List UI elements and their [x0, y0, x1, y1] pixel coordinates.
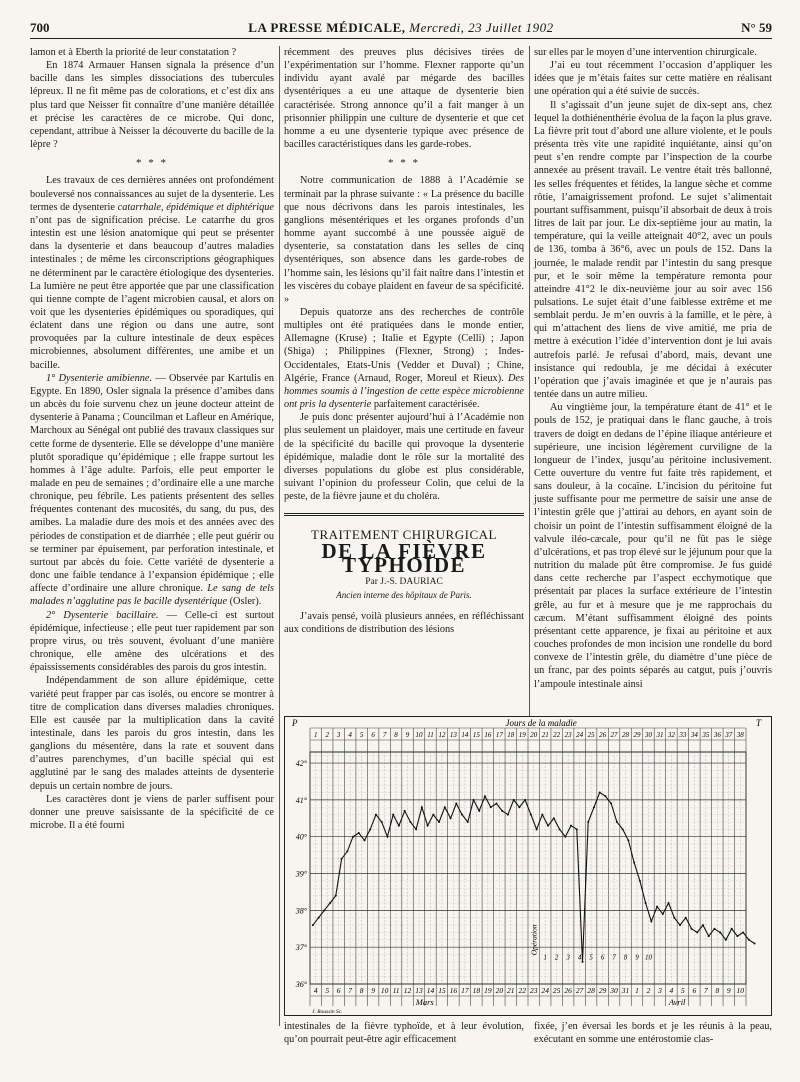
day-number-label: 21	[541, 731, 549, 739]
temperature-point	[438, 821, 440, 823]
temperature-point	[421, 806, 423, 808]
text-run: Les travaux de ces dernières années ont profondément bouleversé nos connaissances au sujet de la dysenterie. Les termes de dysenterie	[30, 175, 274, 213]
day-number-label: 38	[736, 731, 744, 739]
day-number-label: 2	[325, 731, 329, 739]
y-tick-label: 40°	[295, 832, 307, 842]
temperature-point	[587, 821, 589, 823]
caption-continuation-right	[534, 1020, 772, 1046]
day-number-label: 36	[713, 731, 721, 739]
article-kicker: TRAITEMENT CHIRURGICAL	[311, 527, 497, 543]
temperature-point	[329, 902, 331, 904]
date-label: 8	[715, 986, 720, 995]
day-number-label: 37	[725, 731, 733, 739]
y-tick-label: 36°	[295, 980, 307, 989]
temperature-point	[736, 935, 738, 937]
temperature-point	[409, 821, 411, 823]
column-2	[284, 46, 524, 636]
temperature-point	[455, 803, 457, 805]
italic-run: Le sang de tels malades n’agglutine pas le bacille dysentérique	[30, 583, 274, 608]
page-header	[30, 18, 772, 39]
date-label: 7	[348, 986, 353, 995]
temperature-point	[691, 928, 693, 930]
temperature-point	[645, 902, 647, 904]
date-label: 15	[438, 986, 446, 995]
temperature-point	[358, 832, 360, 834]
date-label: 14	[426, 986, 435, 995]
temperature-point	[432, 814, 434, 816]
temperature-point	[593, 806, 595, 808]
date-label: 10	[736, 986, 745, 995]
day-number-label: 14	[461, 731, 469, 739]
temperature-point	[604, 795, 606, 797]
temperature-point	[415, 828, 417, 830]
col1-paragraph: Indépendamment de son allure épidémique, cette variété peut frapper par cas isolés, ou encore se montrer à titre de complication dans diverses maladies chroniques. Elle est causée par la multiplication dans la cavité intestinale, dans les parois du gros intestin, dans les ganglions du mésentère, dans la rate et souvent dans d’autres parenchymes, d’un bacille spécial qui est agglutiné par le sang des malades atteints de dysenterie depuis un certain nombre de jours.	[30, 675, 274, 792]
date-label: 4	[313, 986, 318, 995]
day-number-label: 35	[702, 731, 710, 739]
day-number-label: 33	[679, 731, 687, 739]
temperature-point	[386, 836, 388, 838]
col1-paragraph	[30, 609, 274, 675]
day-number-label: 24	[576, 731, 584, 739]
temperature-point	[673, 917, 675, 919]
temperature-point	[404, 810, 406, 812]
day-number-label: 3	[336, 731, 341, 739]
day-number-label: 8	[394, 731, 398, 739]
left-axis-label: P	[292, 718, 298, 728]
date-label: 4	[669, 986, 674, 995]
day-number-label: 10	[415, 731, 423, 739]
temperature-point	[341, 858, 343, 860]
temperature-point	[369, 828, 371, 830]
temperature-point	[335, 895, 337, 897]
temperature-point	[570, 825, 572, 827]
date-label: 29	[598, 986, 607, 995]
column-rule-2	[529, 46, 530, 716]
temperature-point	[467, 821, 469, 823]
temperature-point	[507, 814, 509, 816]
date-label: 7	[703, 986, 708, 995]
temperature-point	[427, 825, 429, 827]
temperature-point	[702, 924, 704, 926]
day-number-label: 31	[656, 731, 664, 739]
day-number-label: 6	[371, 731, 375, 739]
col1-paragraph	[30, 372, 274, 609]
temperature-point	[495, 803, 497, 805]
date-label: 21	[507, 986, 515, 995]
date-label: 9	[371, 986, 375, 995]
right-axis-label: T	[756, 718, 762, 728]
section-separator: * * *	[136, 157, 168, 170]
post-op-day-label: 5	[589, 953, 593, 962]
temperature-point	[518, 806, 520, 808]
day-number-label: 32	[667, 731, 675, 739]
col3-paragraph: sur elles par le moyen d’une intervention chirurgicale.	[534, 47, 757, 58]
date-label: 26	[564, 986, 572, 995]
col2-paragraph: récemment des preuves plus décisives tirées de l’expérimentation sur l’homme. Flexner rapporte qu’un individu ayant avalé par mégarde des bacilles dysentériques a eu une attaque de dysenterie bien caractérisée. Strong annonce qu’il a fait manger à un prisonnier philippin une culture de dysenterie et que cet homme a eu une dysenterie typique avec présence de bacilles caractéristiques dans les garde-robes.	[284, 47, 524, 151]
date-label: 22	[518, 986, 527, 995]
temperature-point	[559, 828, 561, 830]
temperature-point	[524, 799, 526, 801]
date-label: 12	[403, 986, 412, 995]
temperature-point	[742, 931, 744, 933]
col2-paragraph: J’avais pensé, voilà plusieurs années, en réfléchissant aux conditions de distribution des lésions	[284, 611, 524, 636]
day-number-label: 12	[438, 731, 446, 739]
temperature-point	[725, 939, 727, 941]
col1-paragraph: En 1874 Armauer Hansen signala la présence d’un bacille dans les simples dissociations des tubercules lépreux. Il ne fit même pas de colorations, et c’est dix ans plus tard que Neisser fit connaître d’une manière détaillée et précise les caractères de ce microbe. Qui donc, cependant, attribue à Neisser la découverte du bacille de la lèpre ?	[30, 60, 274, 151]
day-number-label: 15	[472, 731, 480, 739]
temperature-point	[444, 806, 446, 808]
temperature-point	[685, 917, 687, 919]
column-rule-1	[279, 46, 280, 1026]
post-op-day-label: 7	[612, 953, 616, 962]
journal-title: LA PRESSE MÉDICALE,	[248, 20, 406, 35]
date-label: 19	[484, 986, 492, 995]
temperature-point	[473, 799, 475, 801]
text-run: (Osler).	[229, 596, 262, 608]
y-tick-label: 42°	[295, 759, 307, 769]
caption-continuation-left	[284, 1020, 524, 1046]
date-label: 6	[336, 986, 341, 995]
column-3	[534, 46, 772, 691]
col2-paragraph: Notre communication de 1888 à l’Académie se terminait par la phrase suivante : « La présence du bacille que nous décrivons dans les parois intestinales, les ganglions mésentériques et les organes profonds d’un homme ayant succombé à une poussée aiguë de dysenterie, sa constatation dans les selles de cinq dysentériques, son absence dans les garde-robes de l’homme sain, les lésions qu’il fait naître dans l’intestin et les viscères du cobaye plaident en faveur de sa spécificité. »	[284, 175, 524, 305]
day-number-label: 27	[610, 731, 618, 739]
temperature-point	[633, 861, 635, 863]
month-label: Avril	[668, 997, 686, 1007]
col3-paragraph: Il s’agissait d’un jeune sujet de dix-sept ans, chez lequel la dothiénenthérie évolua de la façon la plus grave. La fièvre prit tout d’abord une allure violente, et le pouls présenta très vite une rapidité inquiétante, ainsi qu’on peut s’en rendre compte par l’inspection de la courbe annexée au présent travail. Le ventre était très ballonné, les selles fréquentes et fétides, la langue sèche et comme rôtie, l’amaigrissement profond. Le sujet s’alimentait pourtant suffisamment, puisqu’il absorbait de deux à trois litres de lait par jour. Le dix-septième jour au matin, la température, qui la veille atteignait 40°2, avec un pouls de 136, tomba à 36°6, avec un pouls de 152. Dans la journée, le malade rendit par l’intestin du sang presque pur, et le soir même la température remonta pour atteindre 41°2 le dix-neuvième jour au soir avec 156 pulsations. Le sujet était d’une faiblesse extrême et me semblait perdu. Je m’en ouvris à la famille, et le père, à qui m’attachent des liens de vive amitié, me pria de mettre à exécution l’idée d’intervention dont je lui avais autrefois parlé. Je refusai d’abord, mais, devant une insistance qui redoubla, je me décidai à exécuter l’opération que j’avais imaginée et que je n’aurais pas tentée dans un autre milieu.	[534, 99, 772, 401]
temperature-point	[650, 920, 652, 922]
y-tick-label: 37°	[295, 943, 307, 953]
temperature-point	[484, 795, 486, 797]
temperature-point	[627, 839, 629, 841]
temperature-point	[346, 850, 348, 852]
temperature-point	[501, 810, 503, 812]
col1-paragraph: lamon et à Eberth la priorité de leur constatation ?	[30, 47, 237, 58]
temperature-point	[748, 939, 750, 941]
text-run: Depuis quatorze ans des recherches de contrôle multiples ont été pratiquées dans le monde entier, Allemagne (Kruse) ; Italie et Egypte (Celli) ; Japon (Shiga) ; Philippines (Flexner, Strong) ; Indes-Occidentales, Etats-Unis (Vedder et Duval) ; Chine, Algérie, France (Arnaud, Roger, Moreul et Rieux).	[284, 306, 524, 384]
temperature-point	[599, 792, 601, 794]
post-op-day-label: 2	[554, 953, 559, 962]
text-run: — Observée par Kartulis en Egypte. En 1890, Osler signala la présence d’amibes dans un abcès du foie survenu chez un jeune docteur atteint de dysenterie à Panama ; Councilman et Lafleur en Amérique, Marchoux au Sénégal ont publié des travaux classiques sur cette forme de dysenterie. Elle se développe d’une manière plutôt sporadique qu’épidémique ; elle frappe surtout les hommes à l’âge adulte. Parfois, elle peut emporter le malade en peu de semaines ; d’ordinaire elle a une marche chronique, peu fébrile. Les patients présentent des selles fréquentes contenant des mucosités, du sang, du pus, des amibes. La maladie dure des mois et des années avec des périodes de constipation et de diarrhée ; elle peut guérir ou se terminer par épuisement, par perforation intestinale, et surtout par abcès du foie. Cette variété de dysenterie a donc une faible tendance à l’expansion épidémique ; elle affecte d’ordinaire une allure chronique.	[30, 372, 275, 595]
article-title: DE LA FIÈVRE TYPHOÏDE	[321, 539, 487, 577]
post-op-day-label: 3	[566, 953, 570, 962]
temperature-point	[719, 931, 721, 933]
italic-run: Des hommes soumis à l’ingestion de cette espèce microbienne ont pris la dysenterie	[284, 372, 524, 411]
month-label: Mars	[415, 997, 434, 1007]
day-number-label: 34	[690, 731, 698, 739]
col1-paragraph	[30, 174, 274, 371]
date-label: 6	[692, 986, 697, 995]
temperature-point	[398, 825, 400, 827]
y-tick-label: 39°	[295, 869, 307, 879]
day-number-label: 11	[427, 731, 434, 739]
day-number-label: 19	[518, 731, 526, 739]
temperature-point	[461, 814, 463, 816]
temperature-point	[639, 880, 641, 882]
temperature-point	[582, 961, 584, 963]
day-number-label: 1	[313, 731, 318, 739]
text-run: — Celle-ci est surtout épidémique, infectieuse ; elle peut tuer rapidement par son propre virus, ou très souvent, évoluant d’une manière chronique, elle amène des ulcérations et des épaississements considérables des parois du gros intestin.	[30, 609, 275, 674]
day-number-label: 13	[449, 731, 457, 739]
temperature-point	[375, 814, 377, 816]
post-op-day-label: 6	[600, 953, 605, 962]
date-label: 24	[541, 986, 549, 995]
article-heading	[284, 513, 524, 602]
article-author: Par J.-S. DAURIAC	[365, 576, 443, 587]
col1-paragraph: Les caractères dont je viens de parler suffisent pour donner une preuve saisissante de la spécificité de ce microbe. Il a été fourni	[30, 793, 274, 832]
day-number-label: 22	[553, 731, 561, 739]
temperature-point	[490, 806, 492, 808]
date-label: 23	[529, 986, 538, 995]
text-run: n’ont pas de signification précise. Le catarrhe du gros intestin est une lésion anatomique qui peut se présenter dans la dysenterie et dans beaucoup d’autres maladies intestinales ; de même les circonscriptions géographiques ne déterminent par le caractère étiologique des dysenteries. La lumière ne peut être apportée que par une classification qui tienne compte de l’agent microbien causal, et alors on voit que les dysenteries épidémiques ou sporadiques, qui éclatent dans une région ou dans une autre, sont provoquées par la culture intestinale de deux espèces microbiennes, absolument différentes, une amibe et un bacille.	[30, 214, 274, 371]
day-number-label: 9	[405, 731, 410, 739]
issue-number: N° 59	[741, 20, 772, 35]
temperature-point	[553, 817, 555, 819]
day-number-label: 18	[507, 731, 515, 739]
date-label: 5	[325, 986, 330, 995]
date-label: 16	[449, 986, 458, 995]
temperature-point	[576, 828, 578, 830]
temperature-point	[364, 839, 366, 841]
italic-run: catarrhale, épidémique et diphtérique	[117, 201, 274, 213]
col3-paragraph: fixée, j’en éversai les bords et je les réunis à la peau, exécutant en somme une entérostomie clas-	[534, 1021, 772, 1046]
col3-paragraph: Au vingtième jour, la température étant de 41° et le pouls de 152, je pratiquai dans le flanc gauche, à trois travers de doigt en dedans de l’épine iliaque antérieure et supérieure, une incision légèrement curviligne de la longueur de l’index, jusqu’au péritoine inclusivement. Cette ouverture du ventre fut faite très rapidement, et sans douleur, à la cocaïne. L’incision du péritoine fut juste suffisante pour me permettre de saisir une anse de l’intestin grêle que j’attirai au dehors, en ayant soin de choisir un point de l’intestin suffisamment éloigné de la valvule iléo-cæcale, pour qu’il ne fût pas le siège d’ulcérations, et pas trop élevé sur le jéjunum pour que la nutrition du malade pût être compromise. Je fus guidé dans cette recherche par l’aspect ecchymotique que présentait par places la surface extérieure de l’intestin grêle, au fur et à mesure que je me rapprochais du cæcum. M’étant suffisamment éloigné des points présentant cette apparence, je fixai au péritoine et aux couches profondes de mon incision une rondelle du bord convexe de l’intestin grêle, du diamètre d’une pièce de un franc, par des points séparés au catgut, puis j’ouvris l’ampoule intestinale ainsi	[534, 402, 772, 690]
post-op-day-label: 4	[577, 953, 582, 962]
temperature-point	[622, 828, 624, 830]
temperature-point	[668, 902, 670, 904]
temperature-point	[564, 836, 566, 838]
post-op-day-label: 10	[644, 953, 652, 962]
temperature-point	[450, 817, 452, 819]
date-label: 9	[726, 986, 731, 995]
journal-title-line	[30, 20, 772, 36]
date-label: 13	[415, 986, 423, 995]
text-run: parfaitement caractérisée.	[373, 399, 480, 411]
section-separator: * * *	[388, 157, 420, 170]
date-label: 2	[646, 986, 651, 995]
date-label: 28	[587, 986, 595, 995]
temperature-point	[513, 799, 515, 801]
day-number-label: 20	[530, 731, 538, 739]
day-number-label: 26	[599, 731, 607, 739]
temperature-point	[708, 935, 710, 937]
col2-paragraph	[284, 306, 524, 411]
date-label: 20	[495, 986, 504, 995]
day-number-label: 5	[359, 731, 364, 739]
temperature-point	[547, 825, 549, 827]
page-number: 700	[30, 20, 50, 35]
temperature-point	[352, 836, 354, 838]
date-label: 5	[681, 986, 685, 995]
temperature-point	[323, 909, 325, 911]
temperature-chart-svg	[284, 716, 772, 1016]
date-label: 1	[635, 986, 639, 995]
subsection-lead: 1° Dysenterie amibienne.	[46, 372, 153, 384]
temperature-point	[392, 814, 394, 816]
day-number-label: 7	[382, 731, 387, 739]
y-tick-label: 41°	[295, 795, 307, 805]
day-number-label: 30	[644, 731, 652, 739]
post-op-day-label: 9	[635, 953, 639, 962]
col2-paragraph: intestinales de la fièvre typhoïde, et à leur évolution, qu’on pourrait peut-être agir efficacement	[284, 1021, 524, 1046]
temperature-point	[530, 814, 532, 816]
date-label: 11	[392, 986, 400, 995]
temperature-point	[312, 924, 314, 926]
chart-grid	[285, 717, 772, 1016]
column-1	[30, 46, 274, 832]
temperature-point	[381, 821, 383, 823]
post-op-day-label: 8	[623, 953, 628, 962]
day-number-label: 28	[622, 731, 630, 739]
temperature-point	[662, 913, 664, 915]
temperature-point	[610, 803, 612, 805]
temperature-point	[696, 931, 698, 933]
temperature-point	[754, 942, 756, 944]
temperature-point	[731, 928, 733, 930]
temperature-point	[318, 917, 320, 919]
date-label: 31	[621, 986, 630, 995]
date-label: 8	[359, 986, 364, 995]
temperature-point	[679, 924, 681, 926]
day-number-label: 17	[495, 731, 503, 739]
temperature-point	[656, 906, 658, 908]
temperature-point	[478, 810, 480, 812]
day-number-label: 23	[564, 731, 572, 739]
issue-date: Mercredi, 23 Juillet 1902	[409, 20, 554, 35]
col3-paragraph: J’ai eu tout récemment l’occasion d’appliquer les idées que je m’étais faites sur cette matière en réalisant une opération qui a été suivie de succès.	[534, 60, 772, 98]
date-label: 3	[658, 986, 662, 995]
day-number-label: 29	[633, 731, 641, 739]
engraver-signature: J. Roussin Sc.	[312, 1009, 343, 1015]
temperature-point	[713, 928, 715, 930]
day-number-label: 25	[587, 731, 595, 739]
date-label: 17	[461, 986, 469, 995]
day-number-label: 16	[484, 731, 492, 739]
chart-title: Jours de la maladie	[505, 718, 577, 728]
temperature-point	[536, 828, 538, 830]
subsection-lead: 2° Dysenterie bacillaire.	[46, 609, 159, 621]
article-author-role: Ancien interne des hôpitaux de Paris.	[336, 589, 472, 600]
y-tick-label: 38°	[295, 906, 307, 916]
operation-label: Opération	[529, 924, 539, 956]
col2-paragraph: Je puis donc présenter aujourd’hui à l’Académie non plus seulement un plaidoyer, mais une certitude en faveur de la spécificité du bacille qui provoque la dysenterie épidémique, maladie dont le rôle sur la mortalité des diverses populations du globe est plus considérable, suivant l’opinion du professeur Colin, que celui de la peste, de la fièvre jaune et du choléra.	[284, 412, 524, 503]
date-label: 10	[380, 986, 389, 995]
date-label: 18	[472, 986, 481, 995]
temperature-point	[541, 814, 543, 816]
date-label: 30	[610, 986, 618, 995]
temperature-chart	[284, 716, 772, 1016]
date-label: 25	[552, 986, 561, 995]
date-label: 27	[575, 986, 584, 995]
day-number-label: 4	[348, 731, 352, 739]
temperature-point	[616, 821, 618, 823]
post-op-day-label: 1	[543, 953, 547, 962]
